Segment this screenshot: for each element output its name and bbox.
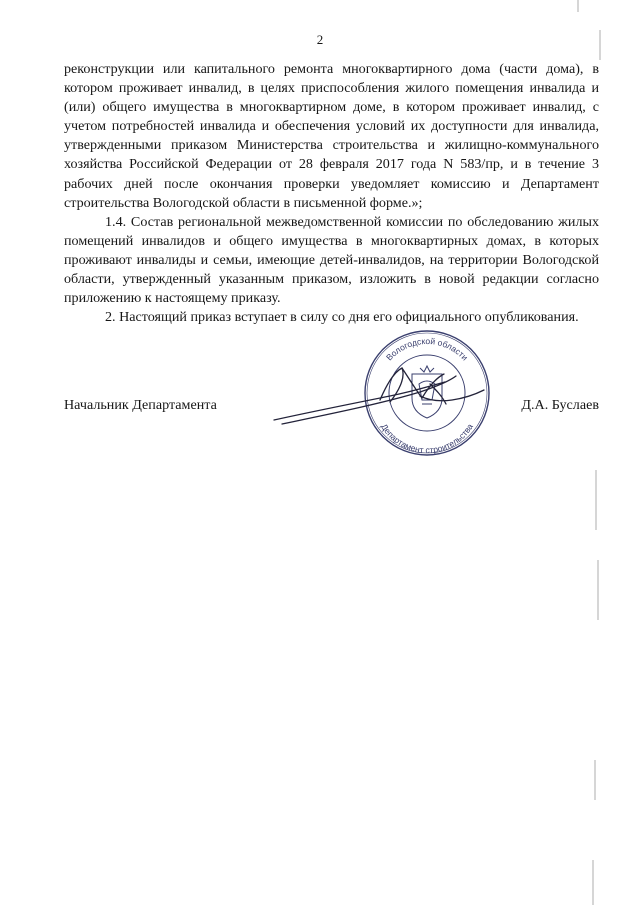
paragraph-item-2: 2. Настоящий приказ вступает в силу со дня его официального опубликования.: [105, 309, 579, 326]
page-number: 2: [316, 32, 324, 47]
signer-position: Начальник Департамента: [64, 397, 217, 413]
seal-ring-top-text: Вологодской области: [384, 335, 471, 363]
seal-ring-bottom-text: Департамент строительства: [379, 421, 475, 456]
signer-name: Д.А. Буслаев: [521, 397, 599, 413]
paragraph-continuation: реконструкции или капитального ремонта многоквартирного дома (части дома), в котором проживает инвалид, в целях приспособления жилого помещения инвалида и (или) общего имущества в многоквартирном доме, в котором проживает инвалид, с учетом потребностей инвалида и обеспечения условий их доступности для инвалида, утвержденными приказом Министерства строительства и жилищно-коммунального хозяйства Российской Федерации от 28 февраля 2017 года N 583/пр, и в течение 3 рабочих дней после окончания проверки уведомляет комиссию и Департамент строительства Вологодской области в письменной форме.»;: [64, 61, 599, 211]
paragraph-item-1-4: 1.4. Состав региональной межведомственной комиссии по обследованию жилых помещений инвалидов и общего имущества в многоквартирных домах, в которых проживают инвалиды и семьи, имеющие детей-инвалидов, на территории Вологодской области, утвержденный указанным приказом, изложить в новой редакции согласно приложению к настоящему приказу.: [64, 213, 599, 307]
